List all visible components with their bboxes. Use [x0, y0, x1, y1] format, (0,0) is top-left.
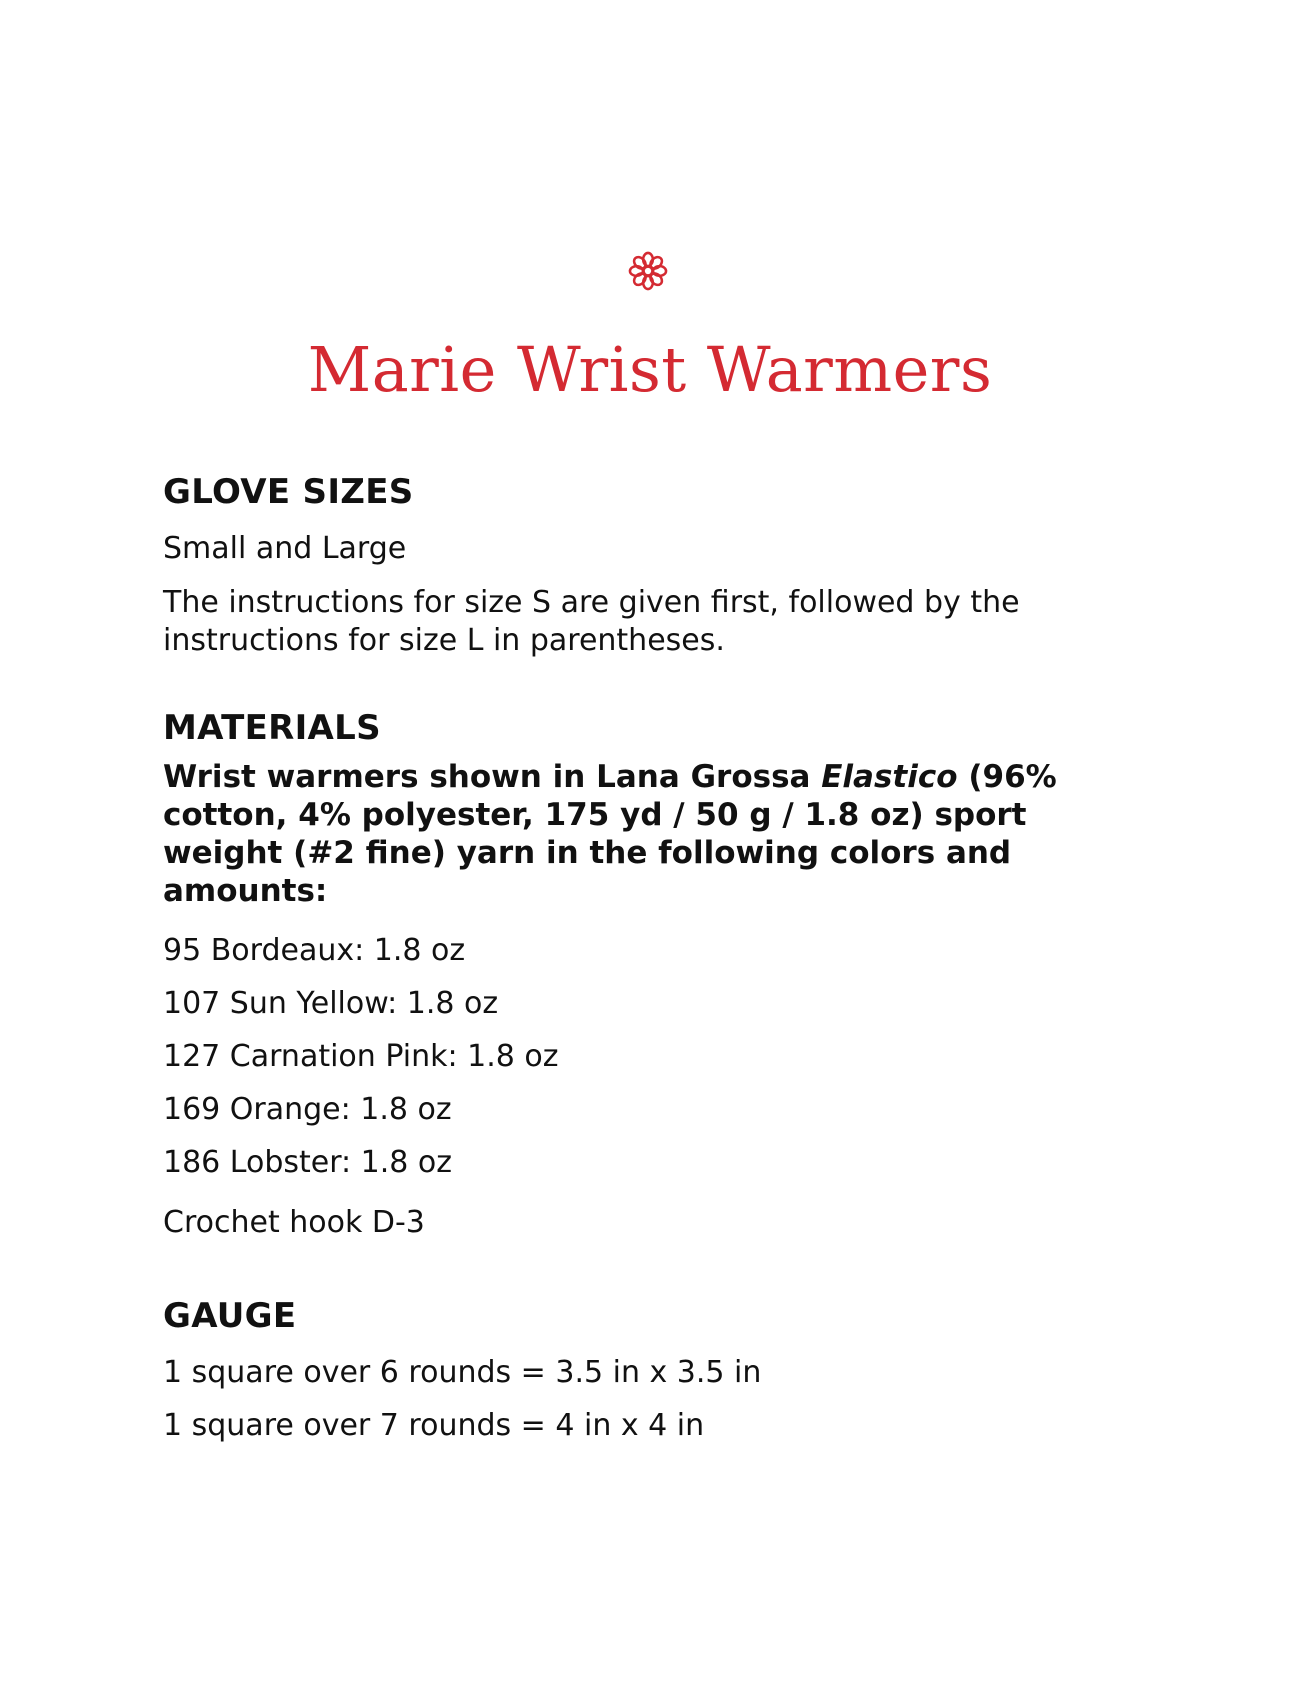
sizes-text: Small and Large — [163, 531, 407, 566]
size-instructions-text: The instructions for size S are given first, followed by the instructions for size L in parentheses. — [163, 585, 1020, 658]
yarn-name: Elastico — [821, 759, 958, 795]
flower-icon — [627, 250, 669, 292]
yarn-color-list — [163, 932, 1113, 1182]
gauge-item: 1 square over 7 rounds = 4 in x 4 in — [163, 1408, 705, 1443]
yarn-color-item: 107 Sun Yellow: 1.8 oz — [163, 986, 499, 1021]
yarn-color-item: 127 Carnation Pink: 1.8 oz — [163, 1039, 559, 1074]
crochet-hook-text: Crochet hook D-3 — [163, 1205, 425, 1240]
gauge-item: 1 square over 6 rounds = 3.5 in x 3.5 in — [163, 1355, 762, 1390]
gauge-section — [163, 1292, 1113, 1445]
pattern-content — [163, 468, 1113, 1460]
page-title: Marie Wrist Warmers — [307, 333, 993, 406]
materials-section — [163, 704, 1113, 1242]
yarn-color-item: 186 Lobster: 1.8 oz — [163, 1145, 453, 1180]
yarn-intro: Wrist warmers shown in Lana Grossa — [163, 759, 822, 795]
glove-sizes-section — [163, 468, 1113, 660]
glove-sizes-heading: GLOVE SIZES — [163, 472, 414, 512]
yarn-color-item: 95 Bordeaux: 1.8 oz — [163, 933, 466, 968]
gauge-list — [163, 1354, 1113, 1445]
yarn-description — [163, 758, 1113, 910]
yarn-color-item: 169 Orange: 1.8 oz — [163, 1092, 452, 1127]
yarn-details: (96% cotton, 4% polyester, 175 yd / 50 g / 1.8 oz) sport weight (#2 fine) yarn in the following colors and amounts: — [163, 759, 1057, 909]
gauge-heading: GAUGE — [163, 1296, 297, 1336]
materials-heading: MATERIALS — [163, 708, 381, 748]
